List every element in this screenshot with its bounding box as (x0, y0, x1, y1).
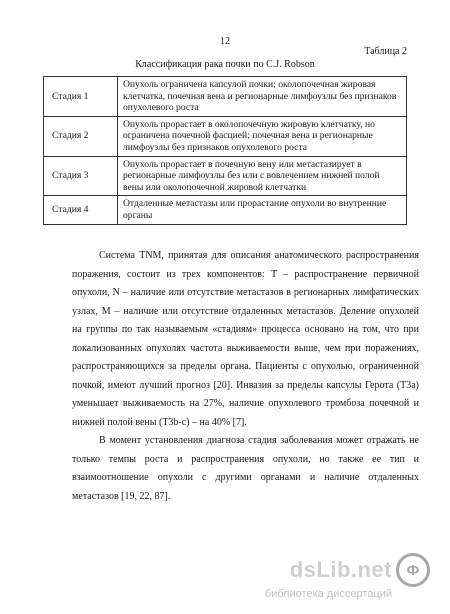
watermark-subtitle: библиотека диссертаций (264, 588, 392, 600)
stage-description: Опухоль прорастает в почечную вену или метастазирует в регионарные лимфоузлы без или с вовлечением нижней полой вены или околопочечной жировой клетчатки (118, 156, 407, 196)
stage-description: Отдаленные метастазы или прорастание опухоли во внутренние органы (118, 196, 407, 224)
watermark-logo-text: dsLib.net (289, 557, 392, 582)
stage-label: Стадия 3 (44, 156, 118, 196)
table-row (44, 77, 407, 117)
table-row (44, 196, 407, 224)
watermark-logo (265, 553, 430, 587)
body-text (72, 247, 419, 506)
table-caption: Классификация рака почки по C.J. Robson (135, 59, 315, 70)
classification-table (43, 76, 407, 225)
watermark-badge-icon: Ф (396, 553, 430, 587)
stage-label: Стадия 2 (44, 116, 118, 156)
watermark (265, 553, 430, 600)
stage-description: Опухоль ограничена капсулой почки; околопочечная жировая клетчатка, почечная вена и регионарные лимфоузлы без признаков опухолевого роста (118, 77, 407, 117)
table-row (44, 156, 407, 196)
table-row (44, 116, 407, 156)
paragraph: Система TNM, принятая для описания анатомического распространения поражения, состоит из трех компонентов: T – распространение первичной опухоли, N – наличие или отсутствие метастазов в регионарных лимфатических узлах, M – наличие или отсутствие отдаленных метастазов. Деление опухолей на группы по так называемым «стадиям» процесса основано на том, что при локализованных опухолях частота выживаемости выше, чем при поражениях, распространяющихся за пределы органа. Пациенты с опухолью, ограниченной почкой, имеют лучший прогноз [20]. Инвазия за пределы капсулы Герота (T3a) уменьшает выживаемость на 27%, наличие опухолевого тромбоза почечной и нижней полой вены (T3b-c) – на 40% [7]. (72, 250, 419, 428)
table-label: Таблица 2 (364, 46, 407, 57)
stage-label: Стадия 1 (44, 77, 118, 117)
stage-label: Стадия 4 (44, 196, 118, 224)
page-number: 12 (220, 36, 230, 47)
stage-description: Опухоль прорастает в околопочечную жировую клетчатку, но ограничена почечной фасцией; почечная вена и регионарные лимфоузлы без признаков опухолевого роста (118, 116, 407, 156)
paragraph: В момент установления диагноза стадия заболевания может отражать не только темпы роста и распространения опухоли, но также ее тип и взаимоотношение опухоли с другими органами и наличие отдаленных метастазов [19, 22, 87]. (72, 435, 419, 502)
